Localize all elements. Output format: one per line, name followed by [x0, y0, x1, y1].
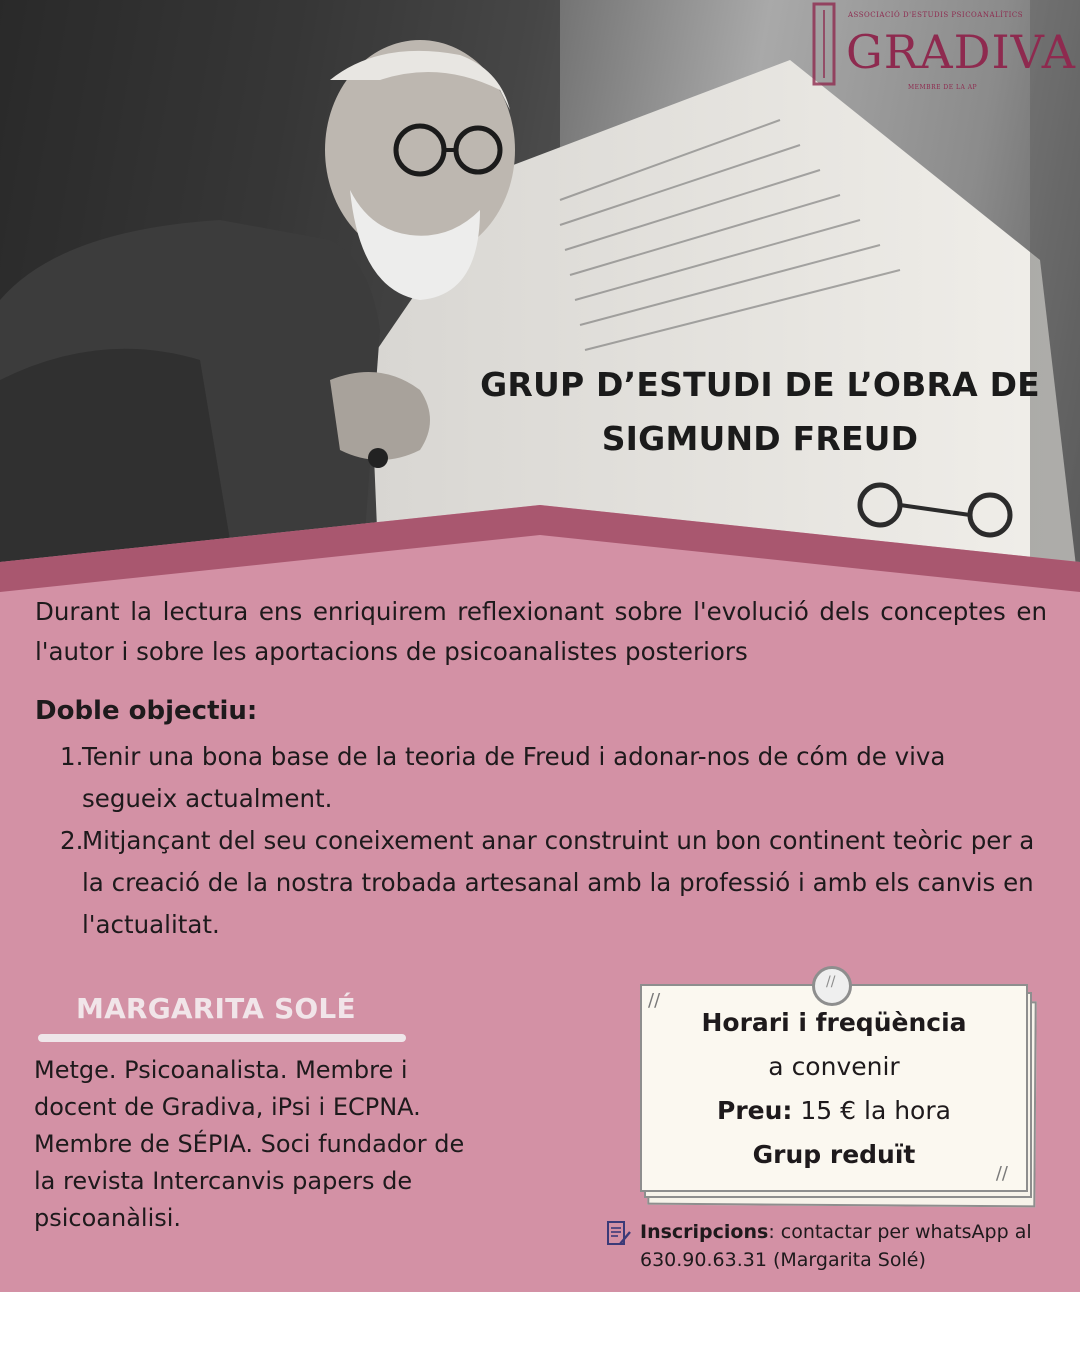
schedule-title: Horari i freqüència	[701, 1008, 967, 1037]
objectives-list	[35, 736, 1045, 946]
objective-item	[35, 736, 1045, 820]
logo-subtitle: MEMBRE DE LA AP	[908, 84, 978, 91]
speaker-underline	[38, 1034, 406, 1042]
gradiva-logo	[808, 0, 1080, 100]
logo-name: GRADIVA	[846, 25, 1076, 79]
objective-item	[35, 820, 1045, 946]
tick-mark-icon: //	[648, 990, 661, 1011]
pin-icon	[812, 966, 852, 1006]
logo-emblem-icon	[808, 0, 840, 88]
speaker-name: MARGARITA SOLÉ	[76, 992, 356, 1025]
objective-number: 2.	[60, 826, 84, 855]
tick-mark-icon: //	[995, 1163, 1008, 1184]
title-line-1: GRUP D’ESTUDI DE L’OBRA DE	[480, 365, 1040, 404]
price-value: 15 € la hora	[800, 1096, 951, 1125]
schedule-frequency: a convenir	[768, 1052, 900, 1081]
objective-text: Tenir una bona base de la teoria de Freud i adonar-nos de cóm de viva segueix actualment.	[82, 742, 946, 813]
logo-tagline: ASSOCIACIÓ D'ESTUDIS PSICOANALÍTICS	[848, 11, 1024, 19]
price-line	[642, 1096, 1026, 1125]
group-size: Grup reduït	[752, 1140, 916, 1169]
speaker-bio: Metge. Psicoanalista. Membre i docent de Gradiva, iPsi i ECPNA. Membre de SÉPIA. Soci fundador de la revista Intercanvis papers de psicoanàlisi.	[34, 1056, 465, 1232]
pin-mark: //	[826, 974, 836, 990]
price-label: Preu:	[717, 1096, 793, 1125]
edit-document-icon	[606, 1220, 632, 1248]
title-line-2: SIGMUND FREUD	[601, 419, 919, 458]
inscriptions-info	[640, 1218, 1060, 1274]
inscriptions-label: Inscripcions	[640, 1221, 769, 1243]
objectives-heading: Doble objectiu:	[35, 696, 258, 726]
poster-title	[440, 358, 1080, 466]
objective-text: Mitjançant del seu coneixement anar construint un bon continent teòric per a la creació de la nostra trobada artesanal amb la professió i amb els canvis en l'actualitat.	[82, 826, 1035, 939]
intro-paragraph: Durant la lectura ens enriquirem reflexionant sobre l'evolució dels conceptes en l'autor i sobre les aportacions de psicoanalistes posteriors	[35, 597, 1047, 666]
objective-number: 1.	[60, 742, 84, 771]
schedule-card	[640, 984, 1028, 1192]
inscriptions-text: : contactar per whatsApp al 630.90.63.31 (Margarita Solé)	[640, 1221, 1032, 1271]
